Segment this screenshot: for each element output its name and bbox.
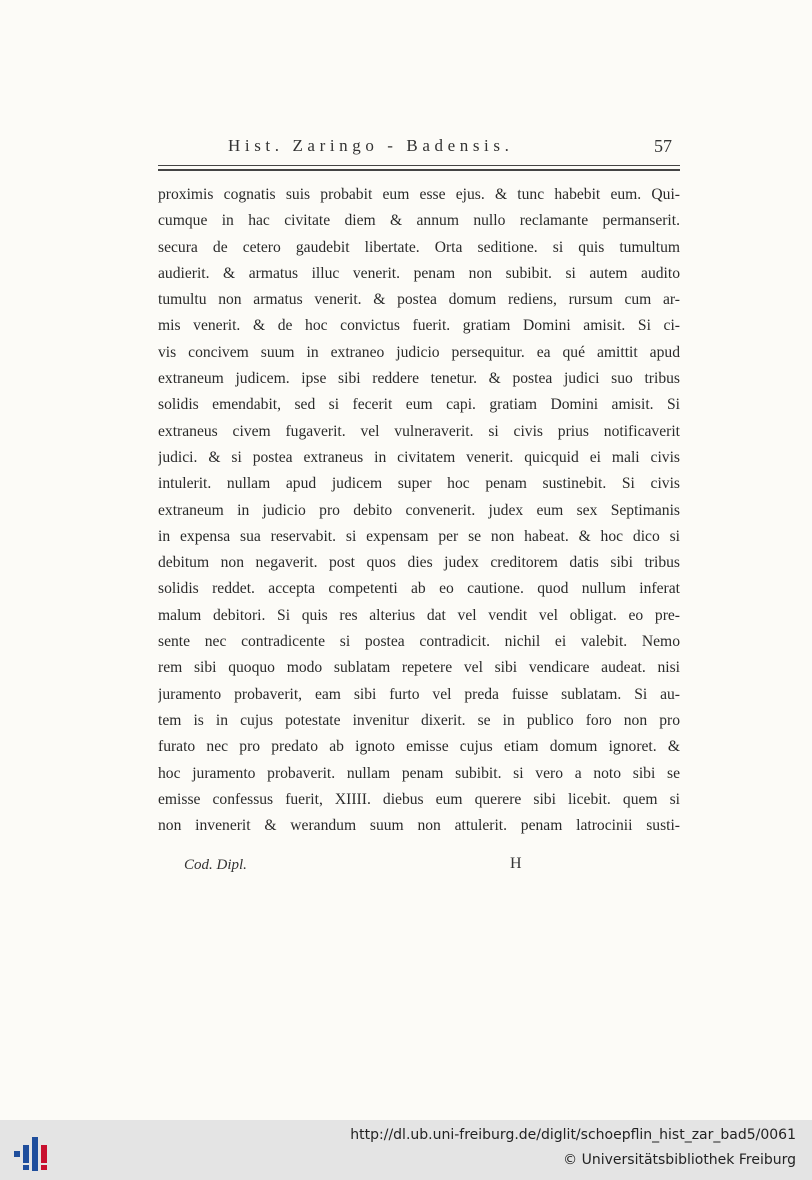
- text-line: vis concivem suum in extraneo judicio persequitur. ea qué amittit apud: [158, 343, 680, 361]
- text-line: solidis reddet. accepta competenti ab eo cautione. quod nullum inferat: [158, 580, 680, 598]
- text-line: malum debitori. Si quis res alterius dat vel vendit vel obligat. eo pre-: [158, 606, 680, 624]
- text-line: audierit. & armatus illuc venerit. penam non subibit. si autem audito: [158, 264, 680, 282]
- text-line: furato nec pro predato ab ignoto emisse cujus etiam domum ignoret. &: [158, 738, 680, 756]
- text-line: cumque in hac civitate diem & annum nullo reclamante permanserit.: [158, 212, 680, 230]
- footer-signature: Cod. Dipl.: [184, 857, 247, 873]
- body-text: [158, 182, 680, 839]
- running-head: Hist. Zaringo - Badensis.: [228, 136, 514, 155]
- text-line: juramento probaverit, eam sibi furto vel preda fuisse sublatam. Si au-: [158, 685, 680, 703]
- header-rule-thick: [158, 169, 680, 171]
- text-line: extraneus civem fugaverit. vel vulneraverit. si civis prius notificaverit: [158, 422, 680, 440]
- text-line: solidis emendabit, sed si fecerit eum capi. gratiam Domini amisit. Si: [158, 396, 680, 414]
- signature-mark: H: [510, 855, 522, 872]
- text-line: intulerit. nullam apud judicem super hoc penam sustinebit. Si civis: [158, 475, 680, 493]
- page-number: 57: [654, 136, 672, 156]
- text-line: hoc juramento probaverit. nullam penam subibit. si vero a noto sibi se: [158, 764, 680, 782]
- text-line: tumultu non armatus venerit. & postea domum rediens, rursum cum ar-: [158, 291, 680, 309]
- footer-bar: [0, 1120, 812, 1180]
- text-line: judici. & si postea extraneus in civitatem venerit. quicquid ei mali civis: [158, 448, 680, 466]
- header-rule-thin: [158, 165, 680, 166]
- text-line: mis venerit. & de hoc convictus fuerit. gratiam Domini amisit. Si ci-: [158, 317, 680, 335]
- text-line: proximis cognatis suis probabit eum esse ejus. & tunc habebit eum. Qui-: [158, 186, 680, 203]
- text-line: non invenerit & werandum suum non attulerit. penam latrocinii susti-: [158, 817, 680, 835]
- permalink-url[interactable]: http://dl.ub.uni-freiburg.de/diglit/schoepflin_hist_zar_bad5/0061: [350, 1127, 796, 1143]
- university-library-logo-icon: [12, 1131, 52, 1171]
- text-line: tem is in cujus potestate invenitur dixerit. se in publico foro non pro: [158, 711, 680, 729]
- text-line: extraneum in judicio pro debito convenerit. judex eum sex Septimanis: [158, 501, 680, 519]
- text-line: emisse confessus fuerit, XIIII. diebus eum querere sibi licebit. quem si: [158, 790, 680, 808]
- text-line: debitum non negaverit. post quos dies judex creditorem datis sibi tribus: [158, 554, 680, 572]
- text-line: rem sibi quoquo modo sublatam repetere vel sibi vendicare audeat. nisi: [158, 659, 680, 677]
- text-line: in expensa sua reservabit. si expensam per se non habeat. & hoc dico si: [158, 527, 680, 545]
- text-line: extraneum judicem. ipse sibi reddere tenetur. & postea judici suo tribus: [158, 370, 680, 388]
- text-line: secura de cetero gaudebit libertate. Orta seditione. si quis tumultum: [158, 238, 680, 256]
- copyright-text: © Universitätsbibliothek Freiburg: [563, 1152, 796, 1168]
- text-line: sente nec contradicente si postea contradicit. nichil ei valebit. Nemo: [158, 633, 680, 651]
